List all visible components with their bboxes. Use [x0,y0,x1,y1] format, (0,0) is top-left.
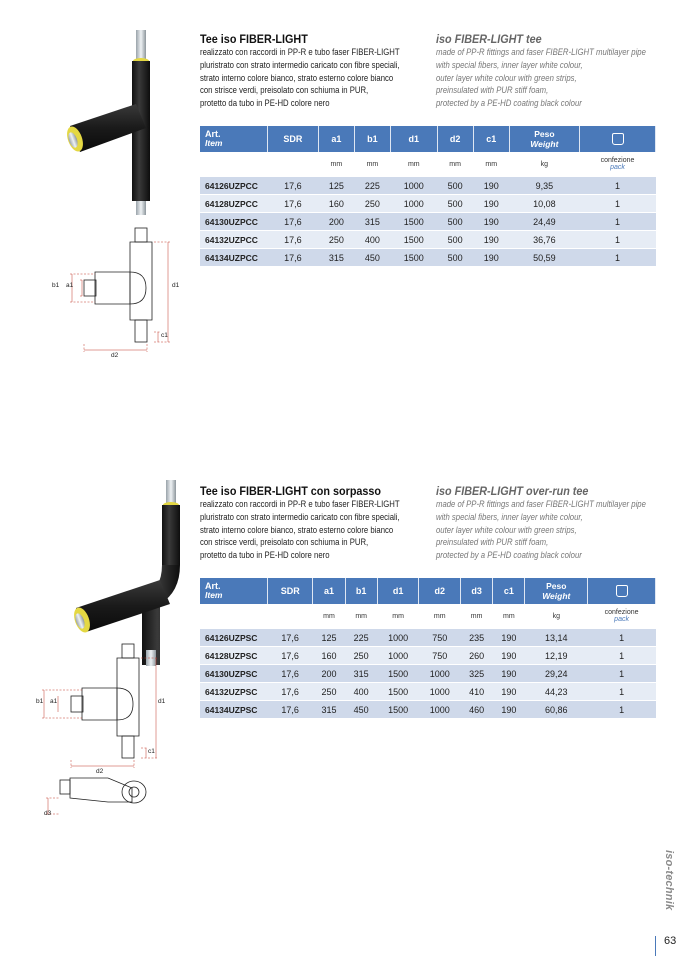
spec-table [200,126,656,266]
unit-cell: kg [525,604,588,629]
unit-cell: mm [461,604,493,629]
header-sdr: SDR [268,578,313,604]
description-en [436,498,660,562]
header-item: Art. Item [200,578,268,604]
page-number-divider [655,936,656,956]
header-d1: d1 [377,578,419,604]
product-section-tee [0,0,688,420]
box-icon [616,585,628,597]
dim-b1-label: b1 [52,282,60,289]
desc-line: strato interno colore bianco, strato esterno colore bianco [200,72,394,83]
table-row: 64128UZPCC 17,6 160 250 1000 500 190 10,08 1 [200,195,656,213]
unit-cell: mm [377,604,419,629]
table-row: 64130UZPCC 17,6 200 315 1500 500 190 24,49 1 [200,213,656,231]
desc-line: pluristrato con strato intermedio caricato con fibre speciali, [200,59,400,70]
tee-product-photo [62,30,168,216]
pack-unit: confezione pack [580,152,656,177]
unit-cell: mm [493,604,525,629]
header-c1: c1 [473,126,509,152]
table-row: 64134UZPCC 17,6 315 450 1500 500 190 50,59 1 [200,249,656,267]
desc-line: preinsulated with PUR stiff foam, [436,537,549,548]
header-a1: a1 [313,578,345,604]
unit-cell: mm [473,152,509,177]
table-header-row [200,578,656,604]
header-sdr: SDR [268,126,319,152]
desc-line: con strisce verdi, preisolato con schiuma in PUR, [200,85,369,96]
tee-technical-drawing [50,222,190,362]
header-d3: d3 [461,578,493,604]
desc-line: strato interno colore bianco, strato esterno colore bianco [200,524,394,535]
table-row: 64132UZPSC 17,6 250 400 1500 1000 410 190 44,23 1 [200,683,656,701]
header-a1: a1 [318,126,354,152]
desc-line: protetto da tubo in PE-HD colore nero [200,98,330,109]
dim-a1-label: a1 [66,282,74,289]
units-row [200,152,656,177]
box-icon [612,133,624,145]
desc-line: made of PP-R fittings and faser FIBER-LIGHT multilayer pipe [436,499,646,509]
desc-line: pluristrato con strato intermedio caricato con fibre speciali, [200,511,400,522]
product-title-it: Tee iso FIBER-LIGHT [200,32,308,46]
unit-cell: mm [313,604,345,629]
desc-line: protetto da tubo in PE-HD colore nero [200,550,330,561]
desc-line: preinsulated with PUR stiff foam, [436,85,549,96]
dim-d3-label: d3 [44,810,52,817]
brand-logo-vertical: iso-technik [663,850,675,911]
header-b1: b1 [345,578,377,604]
units-row [200,604,656,629]
header-weight: Peso Weight [509,126,579,152]
desc-line: with special fibers, inner layer white colour, [436,59,583,70]
header-d1: d1 [390,126,437,152]
table-row: 64130UZPSC 17,6 200 315 1500 1000 325 190 29,24 1 [200,665,656,683]
unit-cell: mm [437,152,473,177]
desc-line: con strisce verdi, preisolato con schiuma in PUR, [200,537,369,548]
table-row: 64126UZPSC 17,6 125 225 1000 750 235 190 13,14 1 [200,629,656,647]
unit-cell: mm [318,152,354,177]
over-run-tee-technical-drawing [36,638,186,818]
unit-cell: mm [354,152,390,177]
dim-d1-label: d1 [158,698,166,705]
header-d2: d2 [437,126,473,152]
desc-line: realizzato con raccordi in PP-R e tubo faser FIBER-LIGHT [200,47,400,57]
description-en [436,46,660,110]
description-it [200,46,406,110]
product-title-en: iso FIBER-LIGHT over-run tee [436,484,589,498]
header-weight: Peso Weight [525,578,588,604]
table-row: 64134UZPSC 17,6 315 450 1500 1000 460 190 60,86 1 [200,701,656,719]
unit-cell: mm [390,152,437,177]
table-header-row [200,126,656,152]
unit-cell: mm [419,604,461,629]
dim-d1-label: d1 [172,282,180,289]
header-b1: b1 [354,126,390,152]
desc-line: outer layer white colour with green strips, [436,72,577,83]
desc-line: outer layer white colour with green strips, [436,524,577,535]
unit-cell: kg [509,152,579,177]
header-item: Art. Item [200,126,268,152]
pack-unit: confezione pack [588,604,656,629]
table-row: 64128UZPSC 17,6 160 250 1000 750 260 190 12,19 1 [200,647,656,665]
dim-c1-label: c1 [161,332,168,339]
page-number: 63 [664,935,677,947]
desc-line: protected by a PE-HD coating black colour [436,98,582,109]
desc-line: protected by a PE-HD coating black colour [436,550,582,561]
table-row: 64126UZPCC 17,6 125 225 1000 500 190 9,35 1 [200,177,656,195]
product-title-en: iso FIBER-LIGHT tee [436,32,542,46]
header-pack [588,578,656,604]
dim-b1-label: b1 [36,698,44,705]
spec-table [200,578,656,718]
dim-d2-label: d2 [96,768,104,775]
dim-d2-label: d2 [111,352,119,359]
header-pack [580,126,656,152]
unit-cell: mm [345,604,377,629]
product-section-over-run-tee [0,452,688,872]
header-d2: d2 [419,578,461,604]
dim-a1-label: a1 [50,698,58,705]
description-it [200,498,406,562]
table-row: 64132UZPCC 17,6 250 400 1500 500 190 36,76 1 [200,231,656,249]
dim-c1-label: c1 [148,748,155,755]
product-title-it: Tee iso FIBER-LIGHT con sorpasso [200,484,382,498]
desc-line: with special fibers, inner layer white colour, [436,511,583,522]
header-c1: c1 [493,578,525,604]
desc-line: made of PP-R fittings and faser FIBER-LIGHT multilayer pipe [436,47,646,57]
desc-line: realizzato con raccordi in PP-R e tubo faser FIBER-LIGHT [200,499,400,509]
